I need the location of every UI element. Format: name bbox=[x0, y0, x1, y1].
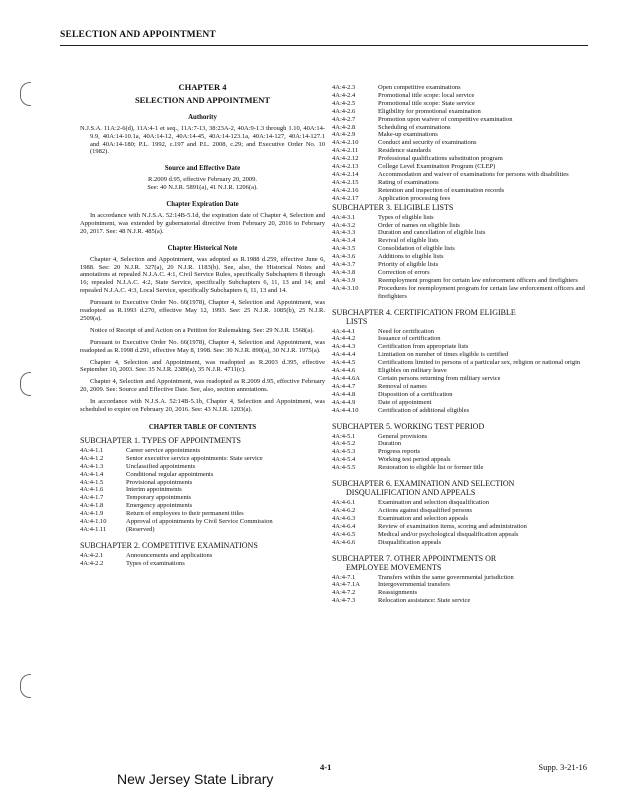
section-number: 4A:4-3.9 bbox=[332, 276, 356, 284]
section-title: Progress reports bbox=[378, 448, 421, 456]
section-title: Certification of additional eligibles bbox=[378, 406, 470, 414]
subchapter-heading bbox=[80, 541, 325, 550]
section-number: 4A:4-6.6 bbox=[332, 538, 356, 546]
toc-entry bbox=[332, 269, 598, 277]
section-number: 4A:4-4.3 bbox=[332, 343, 356, 351]
toc-entry bbox=[332, 245, 598, 253]
section-number: 4A:4-1.2 bbox=[80, 454, 104, 462]
section-title: Return of employees to their permanent titles bbox=[126, 510, 244, 518]
toc-entry bbox=[332, 343, 598, 351]
toc-entry bbox=[332, 253, 598, 261]
section-number: 4A:4-7.1A bbox=[332, 581, 360, 589]
history-paragraph: Notice of Receipt of and Action on a Petition for Rulemaking. See: 29 N.J.R. 1568(a). bbox=[90, 326, 315, 334]
section-title: Promotion upon waiver of competitive examination bbox=[378, 115, 513, 123]
toc-entry bbox=[80, 479, 325, 487]
section-title: General provisions bbox=[378, 432, 428, 440]
section-number: 4A:4-2.10 bbox=[332, 139, 359, 147]
section-number: 4A:4-2.17 bbox=[332, 194, 359, 202]
section-number: 4A:4-2.15 bbox=[332, 178, 359, 186]
toc-entry bbox=[80, 447, 325, 455]
section-title: Retention and inspection of examination records bbox=[378, 186, 505, 194]
section-number: 4A:4-2.1 bbox=[80, 551, 104, 559]
section-title: Transfers within the same governmental jurisdiction bbox=[378, 573, 514, 581]
toc-entry bbox=[332, 222, 598, 230]
section-title: Professional qualifications substitution program bbox=[378, 155, 503, 163]
section-title: Disqualification appeals bbox=[378, 538, 441, 546]
source-line-2: See: 40 N.J.R. 5891(a), 41 N.J.R. 1206(a). bbox=[147, 184, 258, 192]
toc-entry bbox=[332, 195, 598, 203]
toc-entry bbox=[332, 237, 598, 245]
toc-entry bbox=[332, 433, 598, 441]
section-number: 4A:4-6.2 bbox=[332, 506, 356, 514]
history-notes bbox=[80, 256, 325, 414]
section-title: Promotional title scope: State service bbox=[378, 99, 475, 107]
section-title: Reassignments bbox=[378, 589, 417, 597]
toc-entry bbox=[332, 507, 598, 515]
section-number: 4A:4-5.3 bbox=[332, 448, 356, 456]
section-title: Removal of names bbox=[378, 382, 427, 390]
section-number: 4A:4-2.12 bbox=[332, 155, 359, 163]
section-number: 4A:4-1.1 bbox=[80, 446, 104, 454]
history-paragraph: In accordance with N.J.S.A. 52:14B-5.1b, Chapter 4, Selection and Appointment, was scheduled to expire on February 20, 2016. See: 43 N.J.R. 1203(a). bbox=[80, 398, 325, 414]
section-title: Announcements and applications bbox=[126, 551, 213, 559]
library-stamp: New Jersey State Library bbox=[117, 771, 274, 787]
toc-entry bbox=[332, 100, 598, 108]
section-title: Rating of examinations bbox=[378, 178, 439, 186]
section-number: 4A:4-1.5 bbox=[80, 478, 104, 486]
section-title: Intergovernmental transfers bbox=[378, 581, 450, 589]
running-header: SELECTION AND APPOINTMENT bbox=[60, 30, 216, 40]
section-title: Application processing fees bbox=[378, 194, 451, 202]
toc-right bbox=[332, 203, 598, 606]
right-column bbox=[332, 84, 598, 605]
toc-entry bbox=[332, 351, 598, 359]
toc-entry bbox=[332, 407, 598, 415]
toc-entry bbox=[332, 359, 598, 367]
section-number: 4A:4-2.11 bbox=[332, 147, 359, 155]
section-number: 4A:4-1.3 bbox=[80, 462, 104, 470]
section-number: 4A:4-3.6 bbox=[332, 253, 356, 261]
page-number: 4-1 bbox=[320, 762, 332, 772]
section-number: 4A:4-4.4 bbox=[332, 351, 356, 359]
section-number: 4A:4-2.5 bbox=[332, 99, 356, 107]
chapter-title: SELECTION AND APPOINTMENT bbox=[134, 94, 271, 105]
section-title: Medical and/or psychological disqualification appeals bbox=[378, 530, 519, 538]
toc-entry bbox=[332, 367, 598, 375]
section-number: 4A:4-4.10 bbox=[332, 406, 359, 414]
section-number: 4A:4-1.6 bbox=[80, 486, 104, 494]
section-title: Limitation on number of times eligible is certified bbox=[378, 351, 509, 359]
supplement-date: Supp. 3-21-16 bbox=[538, 762, 587, 772]
section-number: 4A:4-4.8 bbox=[332, 390, 356, 398]
toc-entry bbox=[332, 116, 598, 124]
section-number: 4A:4-4.9 bbox=[332, 398, 356, 406]
section-number: 4A:4-3.7 bbox=[332, 261, 356, 269]
toc-entry bbox=[332, 229, 598, 237]
toc-heading: CHAPTER TABLE OF CONTENTS bbox=[148, 424, 257, 431]
section-number: 4A:4-6.3 bbox=[332, 514, 356, 522]
section-number: 4A:4-6.5 bbox=[332, 530, 356, 538]
section-title: Open competitive examinations bbox=[378, 84, 461, 91]
section-title: Types of eligible lists bbox=[378, 213, 434, 221]
toc-entry bbox=[332, 163, 598, 171]
section-number: 4A:4-6.4 bbox=[332, 522, 356, 530]
section-title: Certifications limited to persons of a particular sex, religion or national origin bbox=[378, 359, 581, 367]
subchapter-title: SUBCHAPTER 4. CERTIFICATION FROM ELIGIBLE bbox=[332, 307, 516, 317]
history-paragraph: Pursuant to Executive Order No. 66(1978), Chapter 4, Selection and Appointment, was readopted as R.1993 d.270, effective May 12, 1993. See: 25 N.J.R. 1085(b), 25 N.J.R. 2509(a). bbox=[80, 299, 325, 322]
section-number: 4A:4-2.13 bbox=[332, 163, 359, 171]
section-title: Issuance of certification bbox=[378, 335, 441, 343]
section-number: 4A:4-2.14 bbox=[332, 170, 359, 178]
section-number: 4A:4-2.16 bbox=[332, 186, 359, 194]
section-title: Residence standards bbox=[378, 147, 431, 155]
source-line-1: R.2009 d.95, effective February 20, 2009. bbox=[148, 176, 257, 184]
section-number: 4A:4-4.1 bbox=[332, 327, 356, 335]
toc-entry bbox=[332, 155, 598, 163]
toc-entry bbox=[80, 471, 325, 479]
header-rule bbox=[60, 45, 588, 46]
toc-entry bbox=[332, 456, 598, 464]
toc-entry bbox=[332, 277, 598, 285]
history-paragraph: Chapter 4, Selection and Appointment, was readopted as R.2009 d.95, effective February 20, 2009. See: Source and Effective Date. See, also, section annotations. bbox=[80, 378, 325, 394]
expiration-heading: Chapter Expiration Date bbox=[166, 201, 239, 209]
section-title: Eligibles on military leave bbox=[378, 367, 447, 375]
subchapter-heading bbox=[332, 479, 598, 497]
binder-hole-mark bbox=[20, 82, 31, 106]
section-number: 4A:4-1.4 bbox=[80, 470, 104, 478]
section-title: Date of appointment bbox=[378, 398, 432, 406]
subchapter-heading bbox=[80, 436, 325, 445]
section-title: Consolidation of eligible lists bbox=[378, 245, 455, 253]
section-title: Reemployment program for certain law enforcement officers and firefighters bbox=[378, 276, 578, 284]
subchapter-title-cont: LISTS bbox=[346, 316, 368, 326]
toc-entry bbox=[332, 261, 598, 269]
section-title: Need for certification bbox=[378, 327, 434, 335]
toc-entry bbox=[332, 574, 598, 582]
subchapter-title: SUBCHAPTER 1. TYPES OF APPOINTMENTS bbox=[80, 435, 241, 445]
toc-entry bbox=[332, 328, 598, 336]
section-number: 4A:4-1.11 bbox=[80, 525, 107, 533]
section-title: Scheduling of examinations bbox=[378, 123, 451, 131]
toc-entry bbox=[80, 510, 325, 518]
subchapter-title: SUBCHAPTER 5. WORKING TEST PERIOD bbox=[332, 421, 485, 431]
toc-entry bbox=[332, 124, 598, 132]
section-title: Priority of eligible lists bbox=[378, 261, 439, 269]
section-title: Eligibility for promotional examination bbox=[378, 107, 481, 115]
toc-entry bbox=[332, 285, 598, 301]
toc-entry bbox=[80, 526, 325, 534]
section-title: Emergency appointments bbox=[126, 502, 193, 510]
chapter-number: CHAPTER 4 bbox=[178, 82, 227, 92]
toc-entry bbox=[80, 518, 325, 526]
section-title: Accommodation and waiver of examinations for persons with disabilities bbox=[378, 170, 569, 178]
section-title: Interim appointments bbox=[126, 486, 182, 494]
toc-entry bbox=[332, 335, 598, 343]
toc-entry bbox=[80, 455, 325, 463]
section-title: Duration and cancellation of eligible lists bbox=[378, 229, 486, 237]
section-title: Approval of appointments by Civil Service Commission bbox=[126, 518, 273, 526]
section-number: 4A:4-7.3 bbox=[332, 597, 356, 605]
toc-entry bbox=[332, 581, 598, 589]
section-title: Certification from appropriate lists bbox=[378, 343, 469, 351]
history-paragraph: Pursuant to Executive Order No. 66(1978), Chapter 4, Selection and Appointment, was readopted as R.1998 d.291, effective May 8, 1998. See: 30 N.J.R. 890(a), 30 N.J.R. 1975(a). bbox=[80, 338, 325, 354]
history-paragraph: Chapter 4, Selection and Appointment, was adopted as R.1988 d.259, effective June 6, 1988. See: 20 N.J.R. 327(a), 20 N.J.R. 1183(b). See, also, the Historical Notes and annotations at repealed N.J.A.C. 4:1, Civil Service Rules, specifically Subchapters 8 through 16; repealed N.J.A.C. 4:2, State Service, specifically Subchapters 6, 11, 13 and 14; and repealed N.J.A.C. 4:3, Local Service, specifically Subchapters 6, 11, 13 and 14. bbox=[80, 255, 325, 295]
section-title: Career service appointments bbox=[126, 446, 200, 454]
section-title: Disposition of a certification bbox=[378, 390, 453, 398]
section-title: Examination and selection appeals bbox=[378, 514, 469, 522]
section-number: 4A:4-2.7 bbox=[332, 115, 356, 123]
section-number: 4A:4-4.7 bbox=[332, 382, 356, 390]
section-title: Conditional regular appointments bbox=[126, 470, 214, 478]
section-title: Procedures for reemployment program for certain law enforcement officers and firefighters bbox=[378, 284, 585, 300]
section-title: Certain persons returning from military service bbox=[378, 375, 501, 382]
binder-hole-mark bbox=[20, 372, 31, 396]
section-number: 4A:4-1.7 bbox=[80, 494, 104, 502]
section-number: 4A:4-4.5 bbox=[332, 359, 356, 367]
section-title: (Reserved) bbox=[126, 525, 155, 533]
toc-entry bbox=[332, 499, 598, 507]
section-title: Restoration to eligible list or former title bbox=[378, 464, 484, 472]
toc-entry bbox=[80, 494, 325, 502]
section-number: 4A:4-1.10 bbox=[80, 518, 107, 526]
section-number: 4A:4-2.8 bbox=[332, 123, 356, 131]
subchapter-title: SUBCHAPTER 7. OTHER APPOINTMENTS OR bbox=[332, 553, 497, 563]
toc-entry bbox=[332, 539, 598, 547]
subchapter-heading bbox=[332, 422, 598, 431]
toc-entry bbox=[332, 147, 598, 155]
section-title: Correction of errors bbox=[378, 268, 430, 276]
section-title: Relocation assistance: State service bbox=[378, 597, 471, 605]
section-number: 4A:4-4.6 bbox=[332, 367, 356, 375]
section-number: 4A:4-1.8 bbox=[80, 502, 104, 510]
section-number: 4A:4-3.4 bbox=[332, 237, 356, 245]
section-number: 4A:4-5.5 bbox=[332, 464, 356, 472]
section-number: 4A:4-7.1 bbox=[332, 573, 356, 581]
section-title: Make-up examinations bbox=[378, 131, 438, 139]
section-number: 4A:4-3.2 bbox=[332, 221, 356, 229]
toc-entry bbox=[332, 214, 598, 222]
toc-entry bbox=[332, 375, 598, 383]
toc-entry bbox=[332, 171, 598, 179]
subchapter-title-cont: EMPLOYEE MOVEMENTS bbox=[346, 562, 442, 572]
section-title: Review of examination items, scoring and administration bbox=[378, 522, 527, 530]
toc-continued bbox=[332, 84, 598, 203]
toc-entry bbox=[80, 552, 325, 560]
toc-entry bbox=[332, 383, 598, 391]
subchapter-title: SUBCHAPTER 2. COMPETITIVE EXAMINATIONS bbox=[80, 540, 258, 550]
section-number: 4A:4-2.4 bbox=[332, 91, 356, 99]
subchapter-title: SUBCHAPTER 3. ELIGIBLE LISTS bbox=[332, 202, 454, 212]
toc-entry bbox=[80, 486, 325, 494]
toc-entry bbox=[80, 560, 325, 568]
section-number: 4A:4-2.2 bbox=[80, 559, 104, 567]
toc-entry bbox=[332, 391, 598, 399]
authority-text: N.J.S.A. 11A:2-6(d), 11A:4-1 et seq., 11A:7-13, 38:23A-2, 40A:9-1.3 through 1.10, 40A:14-9.9, 40A:14-10.1a, 40A:14-12, 40A:14-45, 40A:14-123.1a, 40A:14-127, 40A:14-127.1 and 40A:14-180; P.L. 1992, c.197 and P.L. 2008, c.29; and Executive Order No. 10 (1982). bbox=[80, 124, 325, 156]
toc-entry bbox=[332, 589, 598, 597]
section-title: Senior executive service appointments: State service bbox=[126, 454, 263, 462]
section-number: 4A:4-6.1 bbox=[332, 499, 356, 507]
expiration-text: In accordance with N.J.S.A. 52:14B-5.1d, the expiration date of Chapter 4, Selection and Appointment, was extended by gubernatorial directive from February 20, 2016 to February 20, 2017. See: 48 N.J.R. 485(a). bbox=[80, 211, 325, 235]
section-number: 4A:4-3.10 bbox=[332, 284, 359, 292]
left-column bbox=[80, 84, 325, 568]
subchapter-title-cont: DISQUALIFICATION AND APPEALS bbox=[346, 488, 476, 498]
source-heading: Source and Effective Date bbox=[164, 165, 241, 173]
section-title: Working test period appeals bbox=[378, 456, 451, 464]
section-title: Types of examinations bbox=[126, 559, 185, 567]
binder-hole-mark bbox=[20, 674, 31, 698]
section-number: 4A:4-7.2 bbox=[332, 589, 356, 597]
subchapter-heading bbox=[332, 203, 598, 212]
toc-entry bbox=[80, 463, 325, 471]
section-title: Duration bbox=[378, 440, 402, 448]
section-title: Provisional appointments bbox=[126, 478, 193, 486]
toc-entry bbox=[332, 464, 598, 472]
section-title: Conduct and security of examinations bbox=[378, 139, 477, 147]
section-number: 4A:4-3.5 bbox=[332, 245, 356, 253]
toc-entry bbox=[332, 131, 598, 139]
toc-entry bbox=[332, 84, 598, 92]
toc-entry bbox=[332, 108, 598, 116]
history-paragraph: Chapter 4, Selection and Appointment, was readopted as R.2003 d.395, effective September 10, 2003. See: 35 N.J.R. 2389(a), 35 N.J.R. 4711(c). bbox=[80, 358, 325, 374]
toc-entry bbox=[332, 448, 598, 456]
section-title: College Level Examination Program (CLEP) bbox=[378, 163, 496, 171]
toc-entry bbox=[332, 187, 598, 195]
section-number: 4A:4-2.6 bbox=[332, 107, 356, 115]
section-title: Actions against disqualified persons bbox=[378, 506, 473, 514]
section-number: 4A:4-1.9 bbox=[80, 510, 104, 518]
subchapter-heading bbox=[332, 554, 598, 572]
section-number: 4A:4-5.2 bbox=[332, 440, 356, 448]
section-number: 4A:4-2.3 bbox=[332, 84, 356, 91]
section-title: Promotional title scope: local service bbox=[378, 91, 475, 99]
toc-entry bbox=[332, 515, 598, 523]
history-heading: Chapter Historical Note bbox=[167, 244, 238, 252]
section-number: 4A:4-3.3 bbox=[332, 229, 356, 237]
section-title: Examination and selection disqualification bbox=[378, 499, 490, 507]
toc-entry bbox=[332, 597, 598, 605]
section-title: Revival of eligible lists bbox=[378, 237, 439, 245]
authority-heading: Authority bbox=[188, 113, 217, 121]
toc-entry bbox=[332, 399, 598, 407]
subchapter-heading bbox=[332, 308, 598, 326]
section-number: 4A:4-3.1 bbox=[332, 213, 356, 221]
toc-entry bbox=[332, 179, 598, 187]
toc-left bbox=[80, 436, 325, 568]
section-title: Unclassified appointments bbox=[126, 462, 196, 470]
toc-entry bbox=[332, 523, 598, 531]
section-number: 4A:4-4.6A bbox=[332, 375, 360, 382]
section-number: 4A:4-5.4 bbox=[332, 456, 356, 464]
toc-entry bbox=[332, 139, 598, 147]
section-number: 4A:4-5.1 bbox=[332, 432, 356, 440]
section-title: Order of names on eligible lists bbox=[378, 221, 460, 229]
section-number: 4A:4-2.9 bbox=[332, 131, 356, 139]
toc-entry bbox=[332, 92, 598, 100]
section-title: Additions to eligible lists bbox=[378, 253, 444, 261]
section-number: 4A:4-4.2 bbox=[332, 335, 356, 343]
toc-entry bbox=[332, 440, 598, 448]
subchapter-title: SUBCHAPTER 6. EXAMINATION AND SELECTION bbox=[332, 479, 515, 489]
toc-entry bbox=[80, 502, 325, 510]
section-number: 4A:4-3.8 bbox=[332, 268, 356, 276]
toc-entry bbox=[332, 531, 598, 539]
section-title: Temporary appointments bbox=[126, 494, 192, 502]
